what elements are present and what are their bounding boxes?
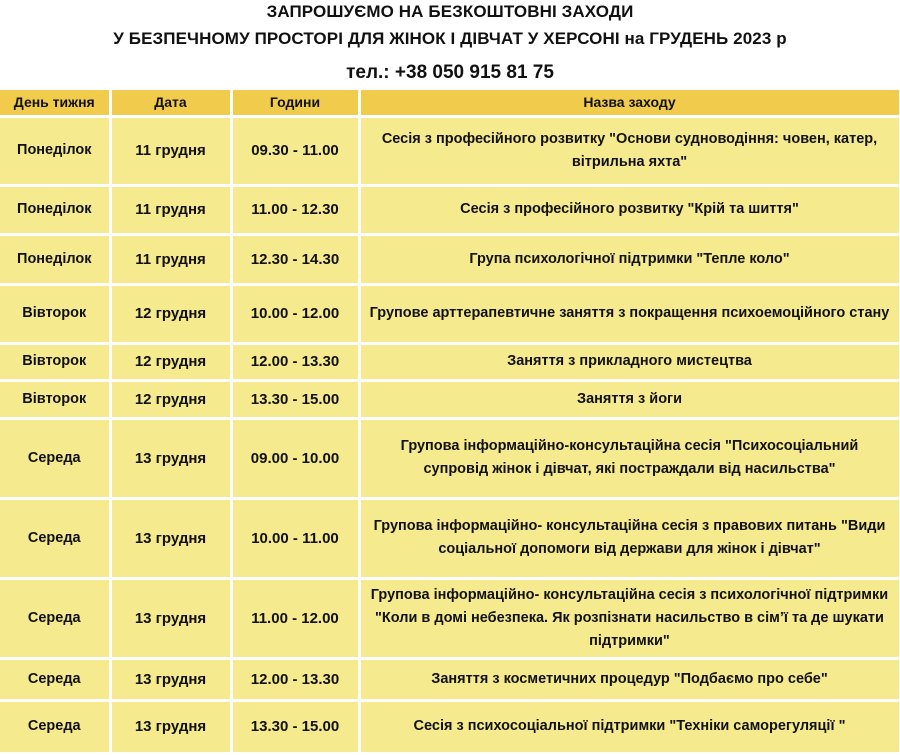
page-header [0, 0, 900, 88]
cell-time: 09.30 - 11.00 [231, 116, 359, 185]
cell-time: 11.00 - 12.00 [231, 578, 359, 658]
cell-day: Середа [0, 498, 110, 578]
cell-event: Групова інформаційно- консультаційна сесія з психологічної підтримки "Коли в домі небезпека. Як розпізнати насильство в сім’ї та де шукати підтримки" [359, 578, 900, 658]
cell-date: 11 грудня [110, 116, 231, 185]
table-row [0, 700, 900, 753]
column-header-time: Години [231, 89, 359, 116]
cell-date: 13 грудня [110, 418, 231, 498]
cell-event: Групова інформаційно-консультаційна сесія "Психосоціальний супровід жінок і дівчат, які постраждали від насильства" [359, 418, 900, 498]
cell-date: 12 грудня [110, 343, 231, 380]
cell-date: 12 грудня [110, 284, 231, 343]
cell-event: Групове арттерапевтичне заняття з покращення психоемоційного стану [359, 284, 900, 343]
table-header-row [0, 89, 900, 116]
cell-date: 13 грудня [110, 658, 231, 700]
table-row [0, 498, 900, 578]
cell-day: Вівторок [0, 380, 110, 418]
cell-event: Заняття з прикладного мистецтва [359, 343, 900, 380]
title-line-2: У БЕЗПЕЧНОМУ ПРОСТОРІ ДЛЯ ЖІНОК І ДІВЧАТ У ХЕРСОНІ на ГРУДЕНЬ 2023 р [113, 29, 787, 48]
cell-event: Сесія з психосоціальної підтримки "Техніки саморегуляції " [359, 700, 900, 753]
cell-time: 10.00 - 11.00 [231, 498, 359, 578]
cell-day: Вівторок [0, 343, 110, 380]
cell-day: Понеділок [0, 234, 110, 284]
column-header-date: Дата [110, 89, 231, 116]
cell-date: 13 грудня [110, 578, 231, 658]
cell-event: Заняття з йоги [359, 380, 900, 418]
cell-event: Група психологічної підтримки "Тепле коло" [359, 234, 900, 284]
column-header-day: День тижня [0, 89, 110, 116]
table-row [0, 418, 900, 498]
cell-time: 13.30 - 15.00 [231, 700, 359, 753]
title-line-1: ЗАПРОШУЄМО НА БЕЗКОШТОВНІ ЗАХОДИ [266, 2, 634, 21]
cell-date: 12 грудня [110, 380, 231, 418]
cell-event: Заняття з косметичних процедур "Подбаємо про себе" [359, 658, 900, 700]
cell-event: Групова інформаційно- консультаційна сесія з правових питань "Види соціальної допомоги від держави для жінок і дівчат" [359, 498, 900, 578]
cell-date: 13 грудня [110, 700, 231, 753]
table-row [0, 284, 900, 343]
cell-day: Понеділок [0, 116, 110, 185]
table-row [0, 234, 900, 284]
table-row [0, 658, 900, 700]
cell-time: 12.30 - 14.30 [231, 234, 359, 284]
cell-event: Сесія з професійного розвитку "Крій та шиття" [359, 185, 900, 234]
table-row [0, 116, 900, 185]
cell-date: 11 грудня [110, 234, 231, 284]
column-header-event: Назва заходу [359, 89, 900, 116]
table-row [0, 578, 900, 658]
cell-time: 11.00 - 12.30 [231, 185, 359, 234]
phone-number: тел.: +38 050 915 81 75 [346, 62, 554, 83]
cell-day: Середа [0, 658, 110, 700]
table-row [0, 343, 900, 380]
cell-event: Сесія з професійного розвитку "Основи судноводіння: човен, катер, вітрильна яхта" [359, 116, 900, 185]
cell-time: 13.30 - 15.00 [231, 380, 359, 418]
cell-day: Середа [0, 578, 110, 658]
cell-time: 10.00 - 12.00 [231, 284, 359, 343]
cell-time: 12.00 - 13.30 [231, 658, 359, 700]
cell-date: 11 грудня [110, 185, 231, 234]
cell-day: Середа [0, 700, 110, 753]
cell-time: 12.00 - 13.30 [231, 343, 359, 380]
cell-day: Понеділок [0, 185, 110, 234]
schedule-table [0, 88, 900, 755]
cell-time: 09.00 - 10.00 [231, 418, 359, 498]
table-row [0, 380, 900, 418]
cell-day: Середа [0, 418, 110, 498]
table-row [0, 185, 900, 234]
cell-date: 13 грудня [110, 498, 231, 578]
cell-day: Вівторок [0, 284, 110, 343]
